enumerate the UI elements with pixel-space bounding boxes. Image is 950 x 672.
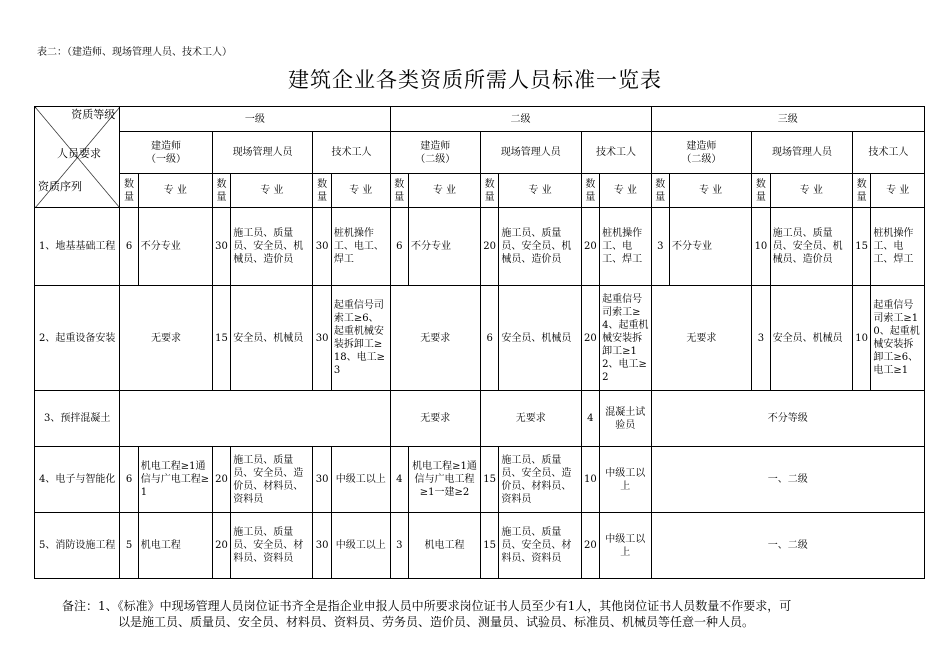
count-cell: 30 xyxy=(313,286,331,391)
count-cell: 20 xyxy=(581,286,599,391)
count-cell: 4 xyxy=(581,391,599,447)
major-header: 专 业 xyxy=(499,174,581,208)
group-header: 建造师 （二级） xyxy=(390,132,480,174)
major-header: 专 业 xyxy=(670,174,752,208)
count-header: 数量 xyxy=(480,174,498,208)
major-cell: 中级工以上 xyxy=(600,513,651,579)
count-cell: 30 xyxy=(313,208,331,286)
major-cell: 施工员、质量员、安全员、造价员、材料员、资料员 xyxy=(499,447,581,513)
table-row xyxy=(35,208,925,286)
major-cell: 机电工程 xyxy=(138,513,212,579)
count-cell: 6 xyxy=(480,286,498,391)
count-cell: 6 xyxy=(120,208,138,286)
count-cell: 3 xyxy=(752,286,770,391)
major-header: 专 业 xyxy=(138,174,212,208)
major-header: 专 业 xyxy=(231,174,313,208)
table-row xyxy=(35,513,925,579)
diag-grade-label: 资质等级 xyxy=(71,108,116,121)
major-cell: 中级工以上 xyxy=(331,513,390,579)
no-requirement-cell: 无要求 xyxy=(390,286,480,391)
count-header: 数量 xyxy=(313,174,331,208)
count-cell: 30 xyxy=(313,513,331,579)
table-row xyxy=(35,286,925,391)
group-header: 现场管理人员 xyxy=(752,132,853,174)
series-name: 4、电子与智能化 xyxy=(35,447,120,513)
count-cell: 15 xyxy=(852,208,870,286)
major-header: 专 业 xyxy=(600,174,651,208)
major-cell: 不分专业 xyxy=(138,208,212,286)
grade-2-header: 二级 xyxy=(390,107,651,132)
no-requirement-cell: 无要求 xyxy=(480,391,581,447)
count-cell: 15 xyxy=(480,447,498,513)
count-cell: 20 xyxy=(480,208,498,286)
group-header: 现场管理人员 xyxy=(480,132,581,174)
major-header: 专 业 xyxy=(770,174,852,208)
major-cell: 安全员、机械员 xyxy=(231,286,313,391)
grade-1-header: 一级 xyxy=(120,107,390,132)
count-cell: 20 xyxy=(212,447,230,513)
footnote-line-1: 备注：1、《标准》中现场管理人员岗位证书齐全是指企业申报人员中所要求岗位证书人员至少有1人，其他岗位证书人员数量不作要求，可 xyxy=(62,599,792,613)
major-cell: 起重信号司索工≥6、起重机械安装拆卸工≥18、电工≥3 xyxy=(331,286,390,391)
count-cell: 10 xyxy=(581,447,599,513)
group-header: 技术工人 xyxy=(581,132,651,174)
count-header: 数量 xyxy=(852,174,870,208)
count-cell: 10 xyxy=(852,286,870,391)
table-row xyxy=(35,447,925,513)
no-requirement-cell: 无要求 xyxy=(390,391,480,447)
series-name: 2、起重设备安装 xyxy=(35,286,120,391)
group-header: 建造师 （一级） xyxy=(120,132,212,174)
empty-cell xyxy=(120,391,390,447)
count-cell: 10 xyxy=(752,208,770,286)
count-header: 数量 xyxy=(752,174,770,208)
grade-3-header: 三级 xyxy=(651,107,924,132)
group-header: 建造师 （二级） xyxy=(651,132,752,174)
major-cell: 起重信号司索工≥4、起重机械安装拆卸工≥12、电工≥2 xyxy=(600,286,651,391)
major-cell: 桩机操作工、电工、焊工 xyxy=(871,208,925,286)
major-cell: 桩机操作工、电工、焊工 xyxy=(331,208,390,286)
major-header: 专 业 xyxy=(409,174,481,208)
grade3-cell: 一、二级 xyxy=(651,447,924,513)
count-cell: 3 xyxy=(651,208,669,286)
series-name: 3、预拌混凝土 xyxy=(35,391,120,447)
count-cell: 5 xyxy=(120,513,138,579)
count-cell: 6 xyxy=(390,208,408,286)
diag-requirement-label: 人员要求 xyxy=(57,147,101,160)
no-requirement-cell: 无要求 xyxy=(651,286,752,391)
major-cell: 不分专业 xyxy=(670,208,752,286)
table-row xyxy=(35,391,925,447)
count-cell: 20 xyxy=(212,513,230,579)
grade-header-row xyxy=(35,107,925,132)
diagonal-header-cell xyxy=(35,107,120,208)
no-requirement-cell: 无要求 xyxy=(120,286,212,391)
major-cell: 中级工以上 xyxy=(331,447,390,513)
major-header: 专 业 xyxy=(331,174,390,208)
major-header: 专 业 xyxy=(871,174,925,208)
major-cell: 安全员、机械员 xyxy=(499,286,581,391)
group-header: 技术工人 xyxy=(313,132,390,174)
page-title: 建筑企业各类资质所需人员标准一览表 xyxy=(288,68,662,92)
count-header: 数量 xyxy=(212,174,230,208)
series-name: 5、消防设施工程 xyxy=(35,513,120,579)
footnote-line-2: 以是施工员、质量员、安全员、材料员、资料员、劳务员、造价员、测量员、试验员、标准员、机械员等任意一种人员。 xyxy=(118,615,755,629)
count-header: 数量 xyxy=(651,174,669,208)
footnote xyxy=(62,598,922,630)
major-cell: 机电工程 xyxy=(409,513,481,579)
major-cell: 混凝土试验员 xyxy=(600,391,651,447)
major-cell: 中级工以上 xyxy=(600,447,651,513)
count-header: 数量 xyxy=(390,174,408,208)
count-cell: 6 xyxy=(120,447,138,513)
major-cell: 施工员、质量员、安全员、机械员、造价员 xyxy=(231,208,313,286)
count-header: 数量 xyxy=(581,174,599,208)
group-header-row xyxy=(35,132,925,174)
count-cell: 3 xyxy=(390,513,408,579)
series-name: 1、地基基础工程 xyxy=(35,208,120,286)
count-cell: 15 xyxy=(480,513,498,579)
table-caption: 表二：（建造师、现场管理人员、技术工人） xyxy=(37,47,232,58)
grade3-cell: 一、二级 xyxy=(651,513,924,579)
major-cell: 施工员、质量员、安全员、机械员、造价员 xyxy=(499,208,581,286)
major-cell: 不分专业 xyxy=(409,208,481,286)
count-cell: 20 xyxy=(581,208,599,286)
major-cell: 桩机操作工、电工、焊工 xyxy=(600,208,651,286)
diag-series-label: 资质序列 xyxy=(38,180,82,193)
major-cell: 起重信号司索工≥10、起重机械安装拆卸工≥6、电工≥1 xyxy=(871,286,925,391)
count-cell: 30 xyxy=(313,447,331,513)
major-cell: 施工员、质量员、安全员、机械员、造价员 xyxy=(770,208,852,286)
count-cell: 20 xyxy=(581,513,599,579)
staff-standards-table xyxy=(34,106,925,579)
count-cell: 15 xyxy=(212,286,230,391)
major-cell: 施工员、质量员、安全员、造价员、材料员、资料员 xyxy=(231,447,313,513)
major-cell: 安全员、机械员 xyxy=(770,286,852,391)
group-header: 现场管理人员 xyxy=(212,132,313,174)
major-cell: 机电工程≥1通信与广电工程≥1 xyxy=(138,447,212,513)
major-cell: 机电工程≥1通信与广电工程≥1一建≥2 xyxy=(409,447,481,513)
major-cell: 施工员、质量员、安全员、材料员、资料员 xyxy=(231,513,313,579)
column-header-row xyxy=(35,174,925,208)
grade3-cell: 不分等级 xyxy=(651,391,924,447)
count-cell: 30 xyxy=(212,208,230,286)
major-cell: 施工员、质量员、安全员、材料员、资料员 xyxy=(499,513,581,579)
group-header: 技术工人 xyxy=(852,132,924,174)
count-header: 数量 xyxy=(120,174,138,208)
count-cell: 4 xyxy=(390,447,408,513)
